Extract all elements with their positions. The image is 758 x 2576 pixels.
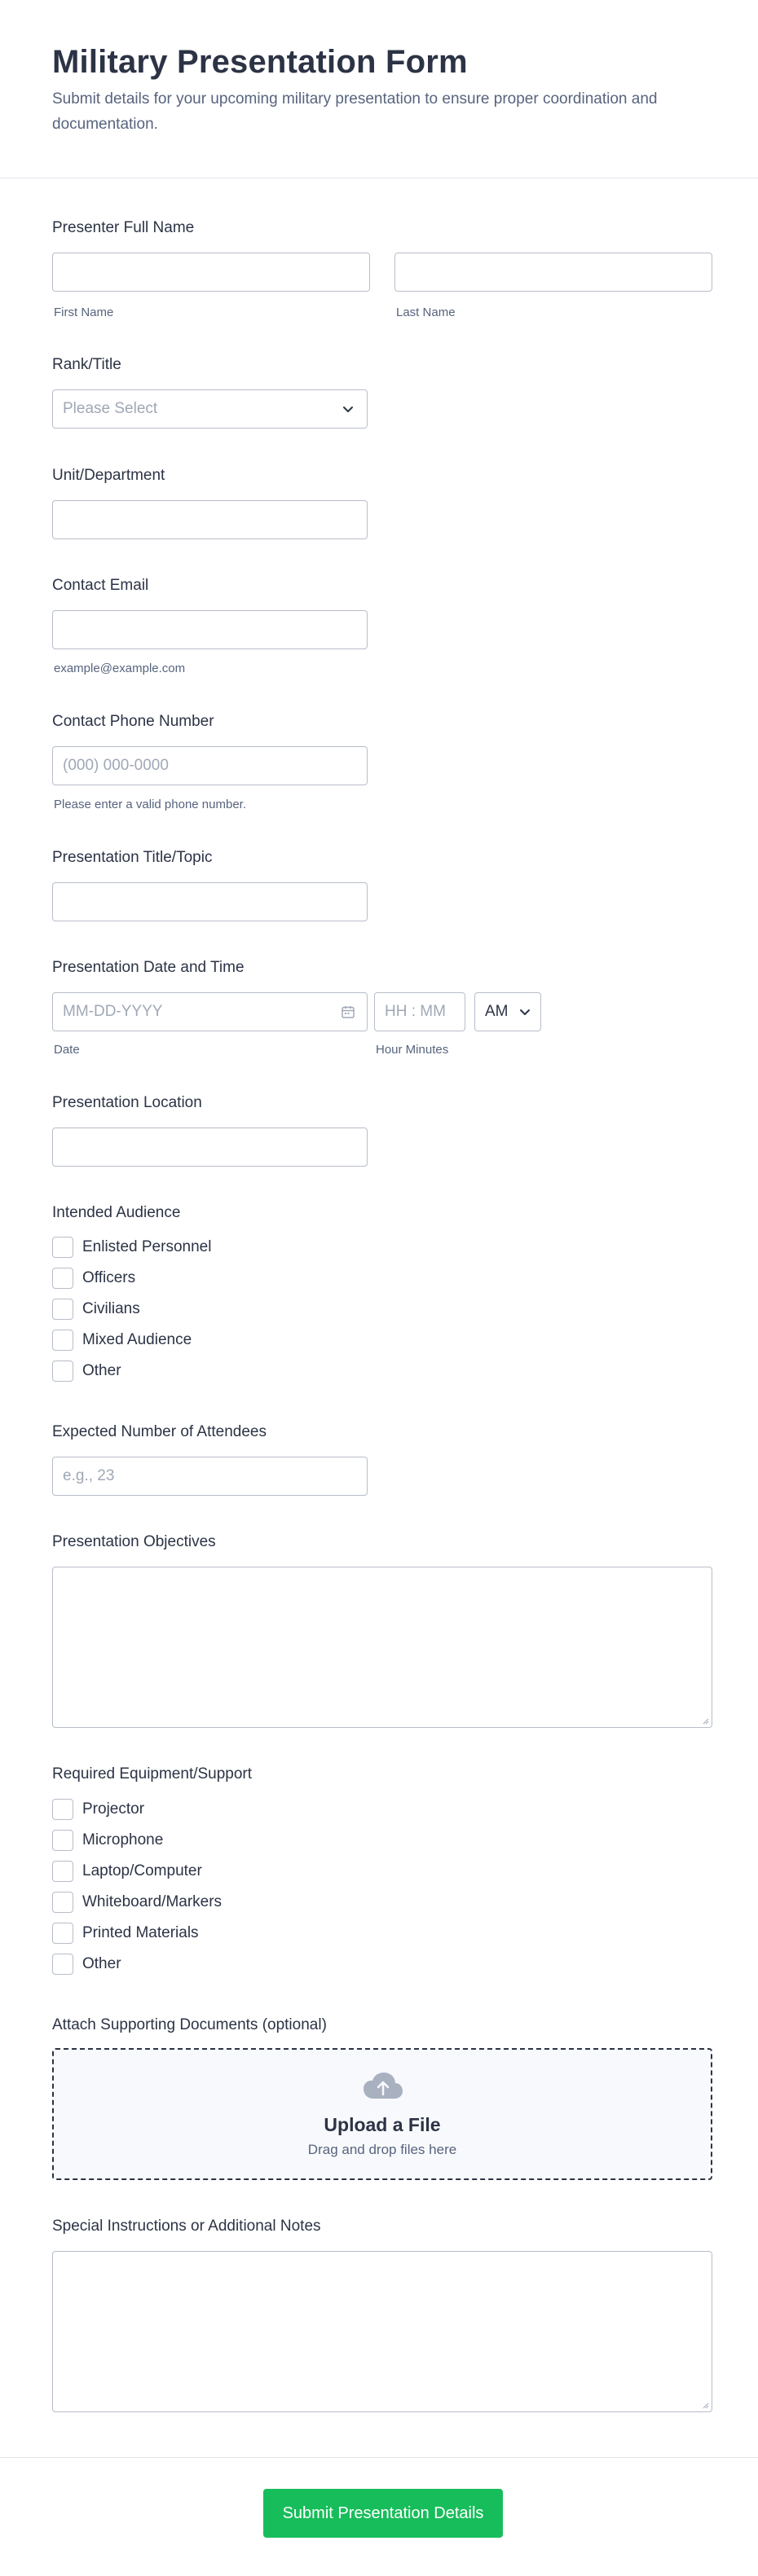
notes-textarea[interactable]: [52, 2251, 712, 2412]
resize-handle-icon[interactable]: [701, 2401, 709, 2409]
file-upload-dropzone[interactable]: [52, 2048, 712, 2180]
ampm-value: AM: [485, 1003, 509, 1020]
time-placeholder: HH : MM: [385, 1003, 446, 1020]
chevron-down-icon: [518, 1004, 532, 1019]
ampm-select[interactable]: [474, 992, 541, 1031]
rank-label: Rank/Title: [52, 356, 121, 373]
phone-label: Contact Phone Number: [52, 713, 214, 730]
checkbox[interactable]: [52, 1299, 73, 1320]
checkbox[interactable]: [52, 1954, 73, 1975]
topic-label: Presentation Title/Topic: [52, 849, 213, 866]
page-description: Submit details for your upcoming military presentation to ensure proper coordination and documentation.: [52, 90, 658, 133]
checkbox[interactable]: [52, 1330, 73, 1351]
submit-button[interactable]: Submit Presentation Details: [263, 2489, 503, 2538]
objectives-textarea[interactable]: [52, 1567, 712, 1728]
checkbox[interactable]: [52, 1830, 73, 1851]
objectives-label: Presentation Objectives: [52, 1533, 216, 1550]
calendar-icon[interactable]: [341, 1004, 355, 1019]
location-label: Presentation Location: [52, 1094, 202, 1111]
phone-placeholder: (000) 000-0000: [63, 757, 169, 774]
form-footer: [0, 2457, 758, 2576]
notes-label: Special Instructions or Additional Notes: [52, 2218, 321, 2235]
documents-label: Attach Supporting Documents (optional): [52, 2016, 327, 2033]
attendees-label: Expected Number of Attendees: [52, 1423, 267, 1440]
upload-title: Upload a File: [324, 2114, 441, 2135]
date-placeholder: MM-DD-YYYY: [63, 1003, 163, 1020]
equipment-label: Required Equipment/Support: [52, 1765, 253, 1783]
datetime-label: Presentation Date and Time: [52, 959, 245, 976]
audience-label: Intended Audience: [52, 1204, 181, 1221]
email-sublabel: example@example.com: [54, 662, 186, 675]
checkbox[interactable]: [52, 1861, 73, 1882]
cloud-upload-icon: [362, 2071, 404, 2102]
last-name-sublabel: Last Name: [396, 306, 456, 319]
checkbox[interactable]: [52, 1892, 73, 1913]
checkbox[interactable]: [52, 1237, 73, 1258]
date-input[interactable]: [52, 992, 368, 1031]
topic-input[interactable]: [52, 882, 368, 921]
checkbox[interactable]: [52, 1923, 73, 1944]
resize-handle-icon[interactable]: [701, 1717, 709, 1725]
time-sublabel: Hour Minutes: [376, 1043, 449, 1057]
first-name-sublabel: First Name: [54, 306, 114, 319]
phone-input[interactable]: [52, 746, 368, 785]
form-header: [0, 0, 758, 178]
presenter-name-label: Presenter Full Name: [52, 219, 195, 236]
unit-label: Unit/Department: [52, 467, 165, 484]
attendees-placeholder: e.g., 23: [63, 1467, 115, 1484]
rank-select-placeholder: Please Select: [63, 400, 158, 417]
unit-input[interactable]: [52, 500, 368, 539]
checkbox[interactable]: [52, 1361, 73, 1382]
email-field[interactable]: [52, 610, 368, 649]
phone-sublabel: Please enter a valid phone number.: [54, 798, 246, 811]
upload-hint: Drag and drop files here: [307, 2142, 457, 2157]
location-input[interactable]: [52, 1128, 368, 1167]
chevron-down-icon: [341, 402, 355, 416]
checkbox[interactable]: [52, 1799, 73, 1820]
date-sublabel: Date: [54, 1043, 80, 1057]
page-title: Military Presentation Form: [52, 44, 468, 80]
checkbox[interactable]: [52, 1268, 73, 1289]
first-name-input[interactable]: [52, 253, 370, 292]
rank-select[interactable]: [52, 389, 368, 429]
attendees-input[interactable]: [52, 1457, 368, 1496]
time-input[interactable]: [374, 992, 465, 1031]
last-name-input[interactable]: [394, 253, 712, 292]
email-label: Contact Email: [52, 577, 149, 594]
